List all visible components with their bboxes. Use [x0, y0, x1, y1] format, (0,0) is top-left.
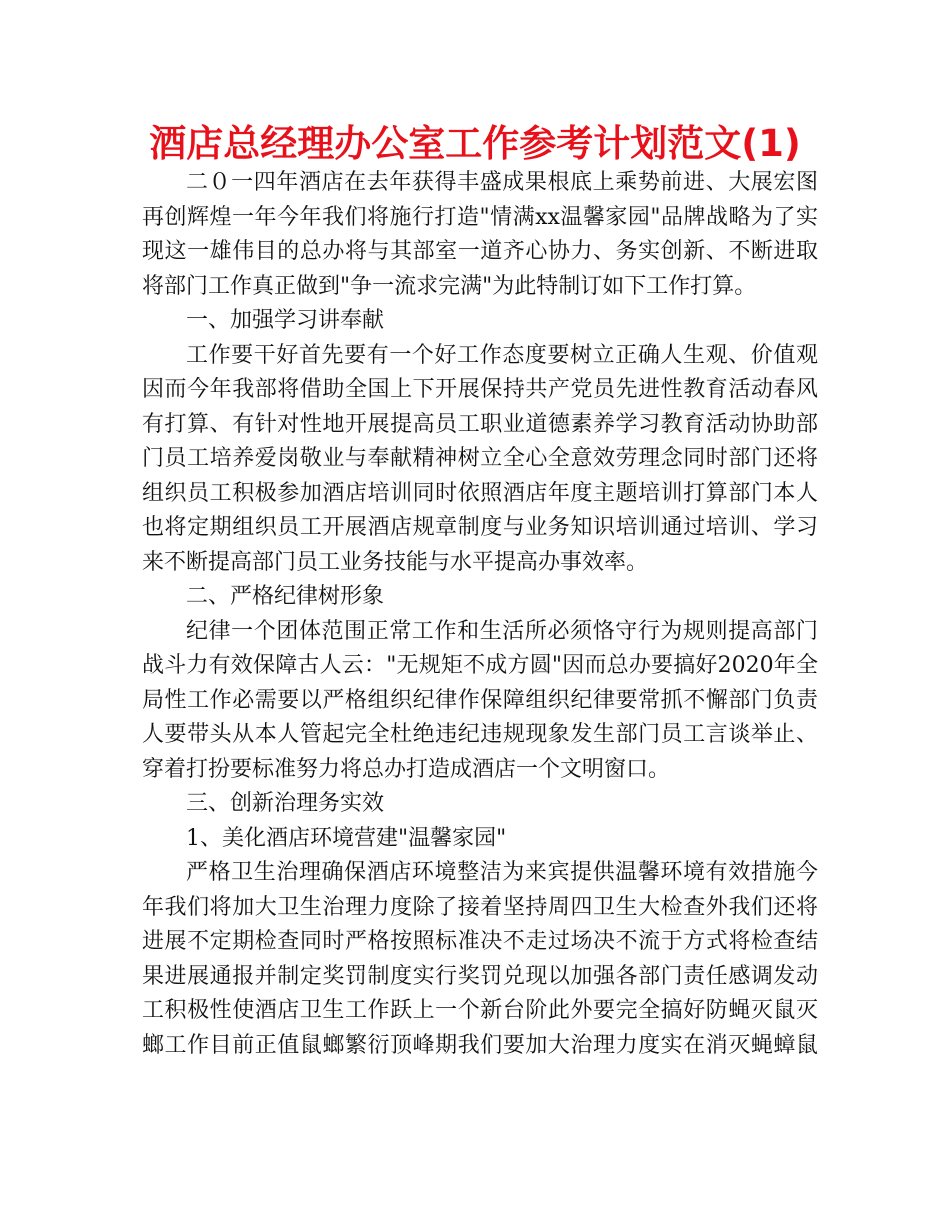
body-text-line: 现这一雄伟目的总办将与其部室一道齐心协力、务实创新、不断进取 [142, 239, 818, 264]
body-text-line: 三、创新治理务实效 [186, 791, 385, 816]
body-text-line: 再创辉煌一年今年我们将施行打造"情满xx温馨家园"品牌战略为了实 [142, 204, 818, 230]
body-text-line: 局性工作必需要以严格组织纪律作保障组织纪律要常抓不懈部门负责 [142, 687, 818, 713]
body-text-line: 因而今年我部将借助全国上下开展保持共产党员先进性教育活动春风 [142, 377, 818, 402]
document-title: 酒店总经理办公室工作参考计划范文(1) [149, 122, 801, 165]
body-text-line: 穿着打扮要标准努力将总办打造成酒店一个文明窗口。 [142, 756, 671, 782]
body-text-line: 战斗力有效保障古人云："无规矩不成方圆"因而总办要搞好2020年全 [142, 653, 818, 678]
body-text-line: 一、加强学习讲奉献 [186, 308, 385, 333]
body-text-line: 果进展通报并制定奖罚制度实行奖罚兑现以加强各部门责任感调发动 [142, 963, 818, 989]
body-text-line: 纪律一个团体范围正常工作和生活所必须恪守行为规则提高部门 [186, 618, 818, 644]
body-text-line: 门员工培养爱岗敬业与奉献精神树立全心全意效劳理念同时部门还将 [142, 446, 818, 471]
body-text-line: 1、美化酒店环境营建"温馨家园" [186, 825, 507, 851]
body-text-line: 组织员工积极参加酒店培训同时依照酒店年度主题培训打算部门本人 [142, 480, 818, 506]
body-text-line: 年我们将加大卫生治理力度除了接着坚持周四卫生大检查外我们还将 [142, 894, 818, 920]
body-text-line: 有打算、有针对性地开展提高员工职业道德素养学习教育活动协助部 [142, 411, 818, 437]
body-text-line: 工积极性使酒店卫生工作跃上一个新台阶此外要完全搞好防蝇灭鼠灭 [142, 998, 818, 1023]
body-text-line: 工作要干好首先要有一个好工作态度要树立正确人生观、价值观 [186, 342, 818, 368]
body-text-line: 二、严格纪律树形象 [186, 584, 385, 609]
body-text-line: 来不断提高部门员工业务技能与水平提高办事效率。 [142, 549, 649, 575]
body-text-line: 进展不定期检查同时严格按照标准决不走过场决不流于方式将检查结 [142, 929, 818, 954]
body-text-line: 人要带头从本人管起完全杜绝违纪违规现象发生部门员工言谈举止、 [142, 722, 818, 747]
body-text-line: 二０一四年酒店在去年获得丰盛成果根底上乘势前进、大展宏图 [186, 170, 818, 195]
body-text-line: 螂工作目前正值鼠螂繁衍顶峰期我们要加大治理力度实在消灭蝇蟑鼠 [142, 1032, 818, 1058]
body-text-line: 也将定期组织员工开展酒店规章制度与业务知识培训通过培训、学习 [142, 515, 818, 540]
document-body [142, 166, 818, 1063]
body-text-line: 严格卫生治理确保酒店环境整洁为来宾提供温馨环境有效措施今 [186, 860, 818, 885]
body-text-line: 将部门工作真正做到"争一流求完满"为此特制订如下工作打算。 [142, 273, 757, 299]
